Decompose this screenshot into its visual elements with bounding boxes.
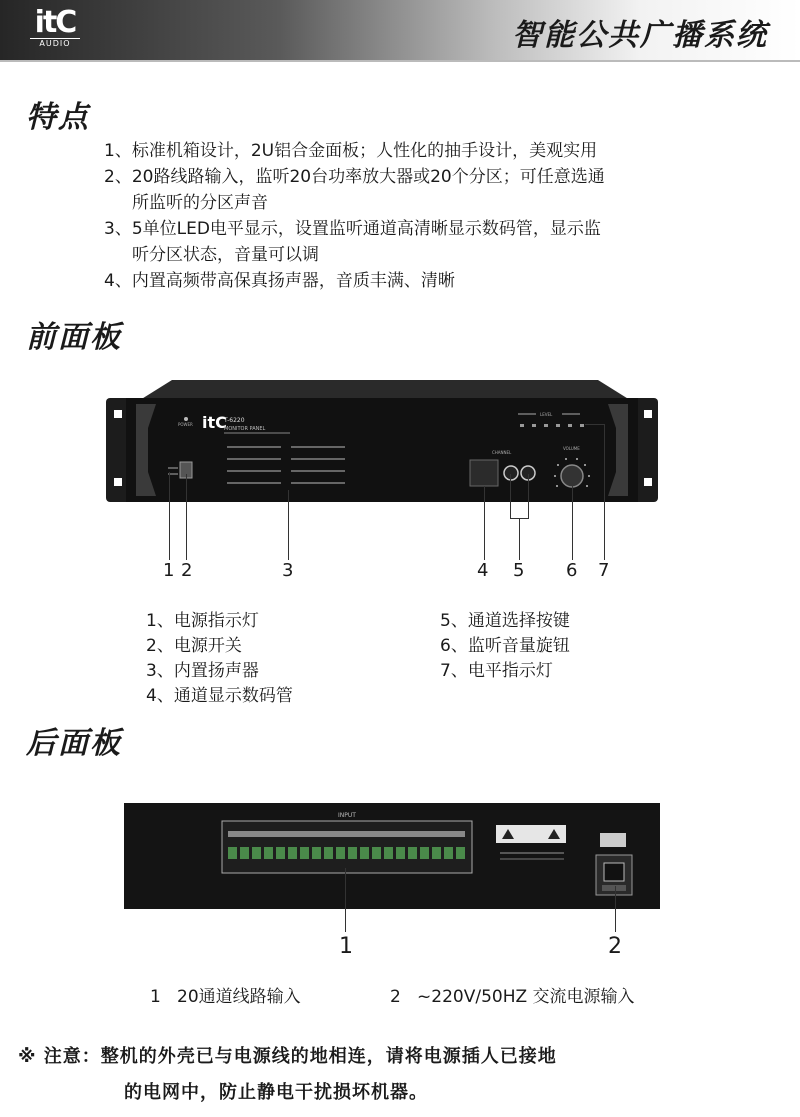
rack-hole xyxy=(114,478,122,486)
logo-text: itC xyxy=(34,5,76,40)
front-legend-7: 7、电平指示灯 xyxy=(440,661,553,681)
rack-hole xyxy=(114,410,122,418)
terminal-label-strip xyxy=(228,831,465,837)
front-panel-title: 前面板 xyxy=(26,320,122,355)
front-legend-3: 3、内置扬声器 xyxy=(146,661,259,681)
callout-line-3 xyxy=(288,490,289,560)
channel-label: CHANNEL xyxy=(492,450,512,455)
feature-line-3-cont: 听分区状态，音量可以调 xyxy=(132,245,319,265)
level-label: LEVEL xyxy=(540,412,553,417)
rack-hole xyxy=(644,410,652,418)
callout-line-4 xyxy=(484,486,485,560)
panel-model: T-6220 xyxy=(224,417,245,424)
feature-line-3: 3、5单位LED电平显示，设置监听通道高清晰显示数码管，显示监 xyxy=(104,219,601,239)
panel-logo: itC xyxy=(202,413,227,432)
volume-label: VOLUME xyxy=(563,446,580,451)
ac-socket-inlet xyxy=(604,863,624,881)
fuse-holder xyxy=(602,885,626,891)
callout-number-5: 5 xyxy=(513,560,525,581)
note-line-1: ※ 注意：整机的外壳已与电源线的地相连，请将电源插人已接地 xyxy=(18,1046,557,1067)
rear-callout-line-2 xyxy=(615,886,616,932)
rear-callout-number-2: 2 xyxy=(608,934,622,959)
header-band xyxy=(0,0,800,60)
callout-number-7: 7 xyxy=(598,560,610,581)
rear-legend-2: 2 ~220V/50HZ 交流电源输入 xyxy=(390,987,635,1007)
front-legend-4: 4、通道显示数码管 xyxy=(146,686,293,706)
channel-display xyxy=(470,460,498,486)
callout-line-7b xyxy=(604,424,605,560)
callout-number-3: 3 xyxy=(282,560,294,581)
feature-line-2-cont: 所监听的分区声音 xyxy=(132,193,268,213)
header-divider xyxy=(0,60,800,62)
callout-number-6: 6 xyxy=(566,560,578,581)
rear-panel-title: 后面板 xyxy=(26,726,122,761)
feature-line-4: 4、内置高频带高保真扬声器，音质丰满、清晰 xyxy=(104,271,455,291)
front-legend-1: 1、电源指示灯 xyxy=(146,611,259,631)
input-label: INPUT xyxy=(338,812,356,819)
rear-panel-illustration xyxy=(124,803,660,911)
feature-line-1: 1、标准机箱设计，2U铝合金面板；人性化的抽手设计，美观实用 xyxy=(104,141,598,161)
front-legend-5: 5、通道选择按键 xyxy=(440,611,570,631)
callout-number-1: 1 xyxy=(163,560,175,581)
header-title: 智能公共广播系统 xyxy=(512,18,768,53)
rear-callout-line-1 xyxy=(345,868,346,932)
callout-line-5d xyxy=(519,518,520,560)
callout-line-1 xyxy=(169,472,170,560)
note-line-2: 的电网中，防止静电干扰损坏机器。 xyxy=(124,1082,428,1103)
features-title: 特点 xyxy=(26,100,90,135)
front-legend-6: 6、监听音量旋钮 xyxy=(440,636,570,656)
rear-callout-number-1: 1 xyxy=(339,934,353,959)
rear-legend-1: 1 20通道线路输入 xyxy=(150,987,301,1007)
callout-line-2 xyxy=(186,474,187,560)
itc-logo xyxy=(30,5,80,52)
callout-line-5b xyxy=(528,474,529,518)
callout-line-5a xyxy=(510,474,511,518)
logo-subtext: AUDIO xyxy=(30,38,80,49)
panel-subtitle: MONITOR PANEL xyxy=(224,426,266,432)
power-indicator-lamp xyxy=(184,417,188,421)
power-rating-label xyxy=(600,833,626,847)
callout-line-6 xyxy=(572,478,573,560)
callout-number-2: 2 xyxy=(181,560,193,581)
callout-line-7a xyxy=(585,424,604,425)
power-label: POWER xyxy=(178,422,193,427)
feature-line-2: 2、20路线路输入，监听20台功率放大器或20个分区；可任意选通 xyxy=(104,167,605,187)
channel-button-left xyxy=(504,466,518,480)
front-panel-top-bevel xyxy=(140,380,630,400)
callout-number-4: 4 xyxy=(477,560,489,581)
front-legend-2: 2、电源开关 xyxy=(146,636,242,656)
rack-hole xyxy=(644,478,652,486)
